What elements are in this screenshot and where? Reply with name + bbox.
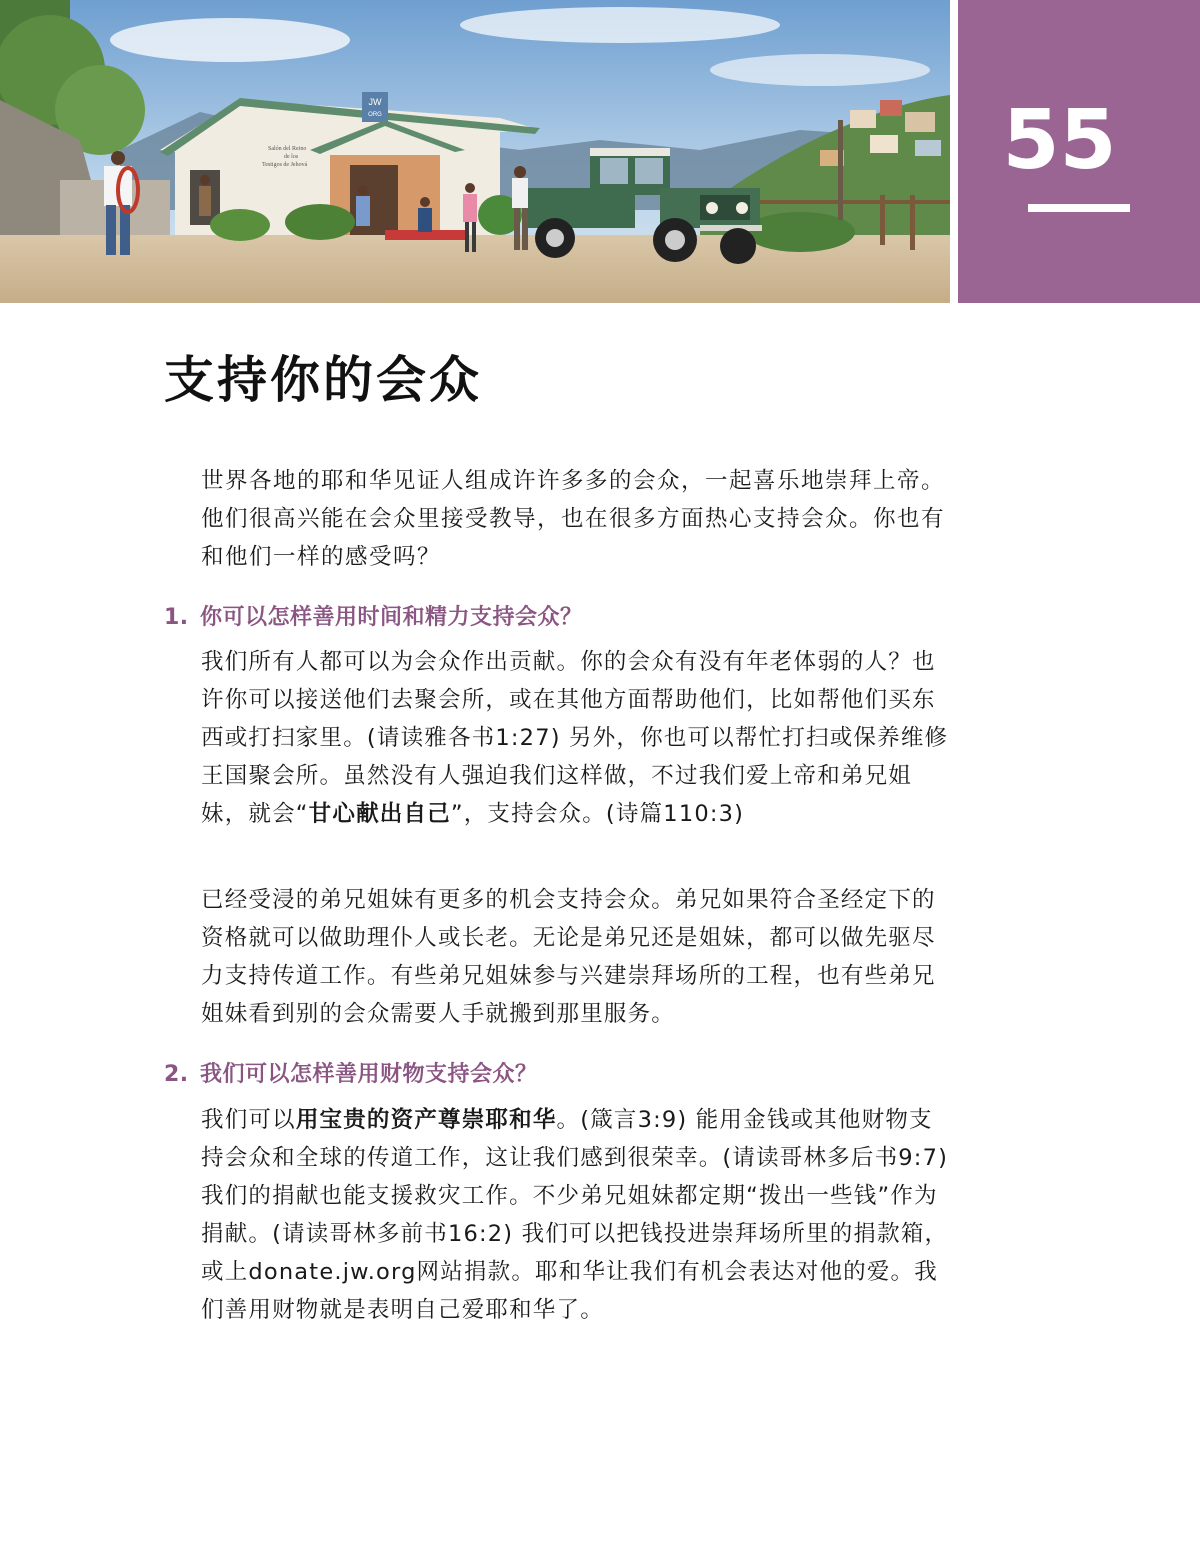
logo-line-2: ORG — [368, 112, 382, 118]
bush — [210, 209, 270, 241]
section-1-paragraph-1 — [201, 643, 953, 833]
fence-post — [910, 195, 915, 250]
question-2 — [164, 1060, 964, 1090]
paragraph-text: 我们所有人都可以为会众作出贡献。你的会众有没有年老体弱的人？也许你可以接送他们去聚会所，或在其他方面帮助他们，比如帮他们买东西或打扫家里。(请读雅各书1:27) 另外，你也可以帮忙打扫或保养维修王国聚会所。虽然没有人强迫我们这样做，不过我们爱上帝和弟兄姐妹，就会“ — [201, 649, 949, 827]
page-title: 支持你的会众 — [164, 351, 482, 409]
lesson-number: 55 — [1002, 93, 1117, 188]
lesson-number-box — [958, 0, 1200, 303]
sign-line-2: de los — [284, 154, 299, 160]
fence — [750, 200, 950, 204]
hero-photo — [0, 0, 950, 303]
house — [915, 140, 941, 156]
cloud — [460, 7, 780, 43]
sign-line-3: Testigos de Jehová — [262, 162, 308, 168]
question-number: 2. — [164, 1062, 189, 1087]
fence-post — [880, 195, 885, 245]
bold-phrase: 用宝贵的资产尊崇耶和华 — [295, 1107, 557, 1133]
house — [870, 135, 898, 153]
paragraph-text: ”，支持会众。(诗篇110:3) — [450, 801, 745, 827]
bush — [285, 204, 355, 240]
question-1 — [164, 603, 964, 633]
paragraph-text: 我们可以 — [201, 1107, 296, 1133]
paragraph-text: 。(箴言3:9) 能用金钱或其他财物支持会众和全球的传道工作，这让我们感到很荣幸。(请读哥林多后书9:7) 我们的捐献也能支援救灾工作。不少弟兄姐妹都定期“拨出一些钱”作为捐献。(请读哥林多前书16:2) 我们可以把钱投进崇拜场所里的捐款箱，或上donate.jw.org网站捐款。耶和华让我们有机会表达对他的爱。我们善用财物就是表明自己爱耶和华了。 — [201, 1107, 949, 1323]
intro-paragraph: 世界各地的耶和华见证人组成许许多多的会众，一起喜乐地崇拜上帝。他们很高兴能在会众里接受教导，也在很多方面热心支持会众。你也有和他们一样的感受吗？ — [201, 468, 946, 570]
house — [905, 112, 935, 132]
cloud — [710, 54, 930, 86]
section-1-paragraph-2: 已经受浸的弟兄姐妹有更多的机会支持会众。弟兄如果符合圣经定下的资格就可以做助理仆人或长老。无论是弟兄还是姐妹，都可以做先驱尽力支持传道工作。有些弟兄姐妹参与兴建崇拜场所的工程，也有些弟兄姐妹看到别的会众需要人手就搬到那里服务。 — [201, 887, 936, 1027]
house — [850, 110, 876, 128]
cloud — [110, 18, 350, 62]
bold-quote: 甘心献出自己 — [308, 801, 451, 827]
question-text: 我们可以怎样善用财物支持会众？ — [200, 1062, 538, 1087]
utility-pole — [838, 120, 843, 220]
house — [880, 100, 902, 116]
sign-line-1: Salón del Reino — [268, 146, 307, 152]
kingdom-hall-illustration — [0, 0, 950, 303]
section-2-paragraph-1 — [201, 1101, 953, 1329]
lesson-number-underline — [1028, 204, 1130, 212]
question-number: 1. — [164, 605, 189, 630]
logo-line-1: JW — [368, 97, 382, 107]
question-text: 你可以怎样善用时间和精力支持会众？ — [200, 605, 583, 630]
